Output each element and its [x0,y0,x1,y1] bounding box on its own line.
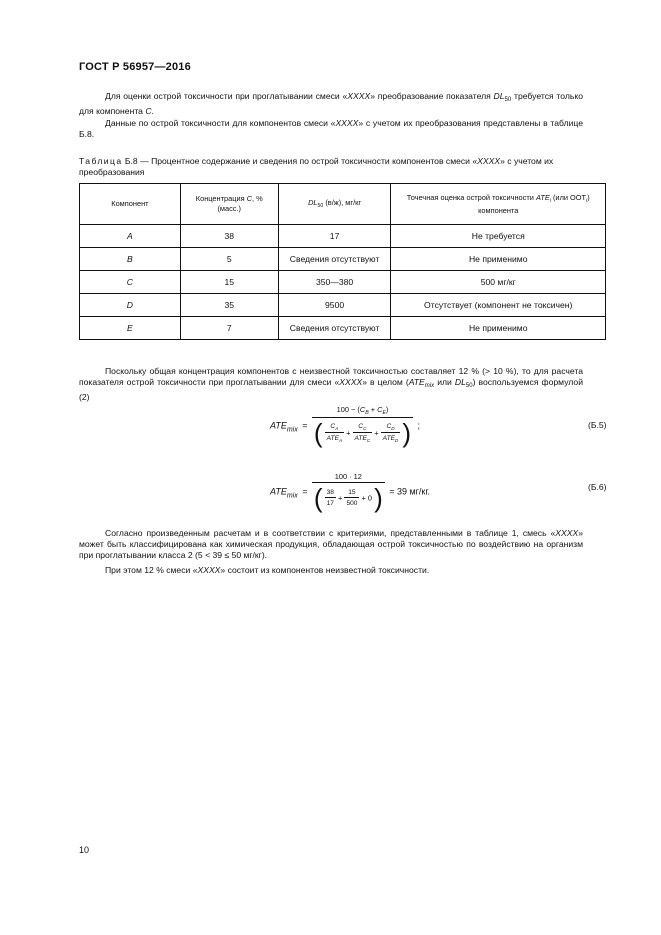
p1-text-d: . [151,106,154,116]
table-row [80,271,606,294]
table-row [80,317,606,340]
f6-t1-den: 17 [325,497,336,507]
f6-paren-open: ( [313,483,323,513]
cell-dl50: 9500 [278,294,391,317]
f5-numerator: $100 - (C_B + C_E)$ [336,405,389,416]
f5-term-a [325,423,344,443]
f5-term-d [381,423,401,443]
f5-t3-den: ATE [382,435,395,442]
f5-paren-open: ( [313,418,323,448]
f5-t2-den: ATE [354,435,367,442]
f5-num-100: 100 − [336,405,358,414]
f6-t2-num: 15 [348,489,356,496]
f6-numerator: 100 · 12 [334,472,362,481]
table-row [80,225,606,248]
f6-lhs-sub: mix [286,492,298,500]
header-ate [391,184,606,225]
f6-denominator [312,482,385,511]
cell-ate: 500 мг/кг [391,271,606,294]
header-dl: DL [308,197,318,207]
header-dl50 [278,184,391,225]
p1-mix-name: ХХХХ [347,91,371,101]
f6-plus-zero: + 0 [361,493,372,503]
p3-mix-name: ХХХХ [339,377,363,387]
f5-num-sub-e: E [382,410,386,416]
toxicity-table [79,183,606,340]
f5-num-c2: C [377,405,383,414]
cell-concentration: 38 [180,225,278,248]
header-ate-or: (или ООТ [550,192,587,202]
f5-t1-num: C [330,423,336,430]
header-dl-sub: 50 [317,202,324,209]
f6-eq: = [302,486,308,497]
p4-text-a: Согласно произведенным расчетам и в соответствии с критериями, представленными в таблице 1, смесь « [105,528,556,538]
f5-lhs: ATE [270,420,287,431]
header-dl-unit: (в/ж), мг/кг [323,197,362,207]
p3-text-c: или [434,377,455,387]
p4-text-b: » может быть классифицирована как химическая продукция, обладающая острой токсичностью по воздействию на организм при проглатывании класса 2 (5 < 39 ≤ 50 мг/кг). [79,528,583,560]
document-standard-header: ГОСТ Р 56957—2016 [79,61,191,73]
f6-t1-num: 38 [326,489,334,496]
p1-dl: DL [493,91,505,101]
f5-eq: = [302,420,308,431]
table-caption-label: Таблица [79,156,123,166]
f5-lhs-sub: mix [286,426,298,434]
f5-num-plus: + [370,405,376,414]
f6-plus-1: + [338,493,343,503]
f5-denominator [312,417,413,446]
f5-t1-den-sub: A [338,438,343,443]
f5-num-sub-b: B [365,410,369,416]
p2-text-a: Данные по острой токсичности для компонентов смеси « [105,118,336,128]
f6-lhs: ATE [270,486,287,497]
p3-text-d: ) воспользуемся формулой (2) [79,377,583,402]
table-caption-mix: ХХХХ [477,156,501,166]
cell-concentration: 15 [180,271,278,294]
header-conc-text: Концентрация [195,194,247,203]
f5-num-c1: C [359,405,366,414]
f5-tail: ; [417,420,421,431]
p3-dl: DL [454,377,466,387]
f5-t1-den: ATE [326,435,339,442]
formula-b6-number: (Б.6) [588,482,607,492]
p3-ate: ATE [408,377,425,387]
p1-dl-sub: 50 [504,97,512,103]
f5-t2-num-sub: C [363,426,367,431]
f5-main-fraction [312,405,413,446]
f5-t3-den-sub: D [395,438,399,443]
cell-component: В [80,248,181,271]
cell-ate: Отсутствует (компонент не токсичен) [391,294,606,317]
p5-text-b: » состоит из компонентов неизвестной токсичности. [220,565,430,575]
paragraph-1 [79,91,583,117]
cell-dl50: Сведения отсутствуют [278,248,391,271]
p1-text-a: Для оценки острой токсичности при проглатывании смеси « [105,91,348,101]
header-oot-sub: i [586,197,588,204]
f6-main-fraction [312,472,385,511]
p3-dl-sub: 50 [465,383,473,389]
p1-text-c: требуется только для компонента [79,91,583,116]
header-conc-unit: , % (масс.) [217,194,263,213]
p4-mix-name: ХХХХ [555,528,579,538]
f6-term-1 [325,489,336,507]
p3-text-b: » в целом ( [362,377,409,387]
table-caption [79,156,589,178]
formula-b5-number: (Б.5) [588,420,607,430]
p5-text-a: При этом 12 % смеси « [105,565,198,575]
header-conc-var: С [246,194,252,203]
cell-ate: Не требуется [391,225,606,248]
cell-dl50: 17 [278,225,391,248]
table-caption-text: Б.8 — Процентное содержание и сведения по острой токсичности компонентов смеси « [122,156,478,166]
table-row [80,294,606,317]
cell-dl50: 350—380 [278,271,391,294]
cell-component: Е [80,317,181,340]
paragraph-5 [79,565,583,576]
header-ate-var: ATE [535,192,550,202]
cell-dl50: Сведения отсутствуют [278,317,391,340]
p3-ate-sub: mix [424,383,435,389]
header-ate-end: ) компонента [478,192,590,215]
table-row [80,248,606,271]
header-concentration [180,184,278,225]
f5-t2-den-sub: C [366,438,371,443]
f5-t3-num: C [386,423,392,430]
table-caption-end: » с учетом их преобразования [79,156,554,177]
f5-den-plus-2: + [374,428,379,438]
cell-concentration: 7 [180,317,278,340]
cell-ate: Не применимо [391,248,606,271]
f5-paren-close: ) [402,418,412,448]
header-ate-text: Точечная оценка острой токсичности [406,192,536,202]
cell-component: D [80,294,181,317]
f6-paren-close: ) [374,483,383,513]
p2-mix-name: ХХХХ [335,118,359,128]
p5-mix-name: ХХХХ [197,565,221,575]
f5-t2-num: C [358,423,364,430]
p2-text-b: » с учетом их преобразования представлены в таблице Б.8. [79,118,583,139]
paragraph-4 [79,528,583,561]
cell-component: С [80,271,181,294]
f6-result: = 39 мг/кг. [389,486,431,497]
page-number: 10 [79,845,90,855]
f5-term-c [353,423,373,443]
cell-ate: Не применимо [391,317,606,340]
f5-den-plus-1: + [346,428,351,438]
f6-t2-den: 500 [344,497,359,507]
f5-t3-num-sub: D [391,426,395,431]
cell-concentration: 35 [180,294,278,317]
p1-text-b: » преобразование показателя [370,91,494,101]
p1-component: С [145,106,152,116]
f6-term-2 [344,489,359,507]
formula-b5 [270,405,420,446]
header-component: Компонент [80,184,181,225]
cell-concentration: 5 [180,248,278,271]
table-header-row [80,184,606,225]
paragraph-2 [79,118,583,140]
f5-t1-num-sub: A [335,426,339,431]
cell-component: А [80,225,181,248]
header-ate-sub: i [549,197,551,204]
p3-text-a: Поскольку общая концентрация компонентов с неизвестной токсичностью составляет 12 % (> 10 %), то для расчета показателя острой токсичности при проглатывании для смеси « [79,366,583,387]
formula-b6 [270,472,430,511]
paragraph-3 [79,366,583,403]
